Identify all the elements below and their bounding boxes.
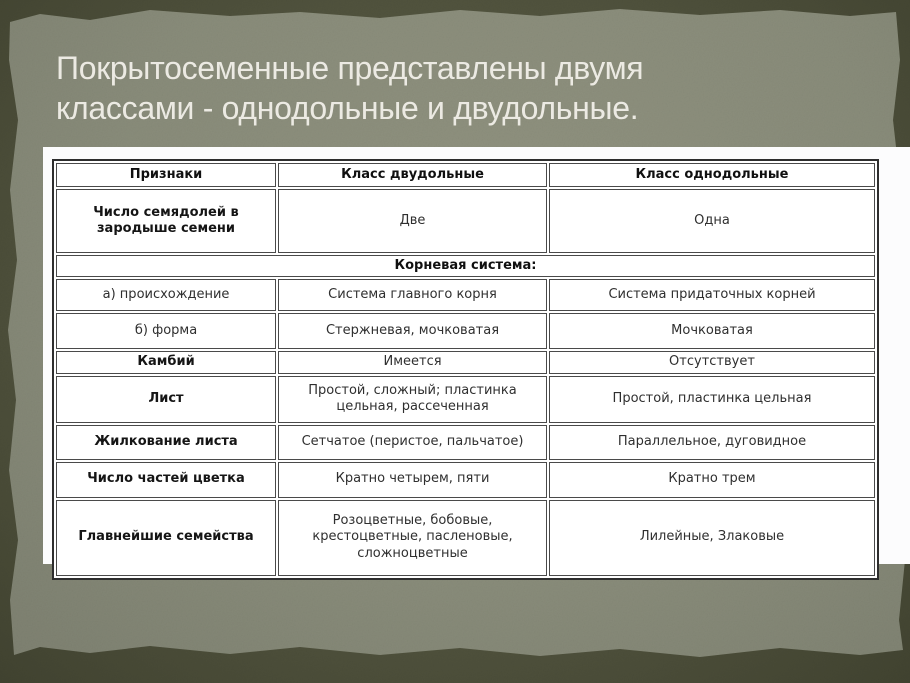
dicot-cell: Имеется [278,351,547,373]
monocot-cell: Одна [549,189,875,253]
monocot-cell: Мочковатая [549,313,875,349]
table-section-row [56,255,875,277]
table-row [56,376,875,423]
table-row [56,462,875,498]
table-panel [43,147,910,564]
dicot-cell: Стержневая, мочковатая [278,313,547,349]
column-header-monocots: Класс однодольные [549,163,875,187]
comparison-table [52,159,879,580]
table-header-row [56,163,875,187]
monocot-cell: Система придаточных корней [549,279,875,311]
feature-cell: Главнейшие семейства [56,500,276,576]
dicot-cell: Простой, сложный; пластинка цельная, рассеченная [278,376,547,423]
section-header-cell: Корневая система: [56,255,875,277]
table-row [56,189,875,253]
table-row [56,313,875,349]
table-row [56,500,875,576]
table-row [56,351,875,373]
column-header-features: Признаки [56,163,276,187]
monocot-cell: Отсутствует [549,351,875,373]
feature-cell: а) происхождение [56,279,276,311]
slide-title-line1: Покрытосеменные представлены двумя [56,50,644,86]
feature-cell: Лист [56,376,276,423]
feature-cell: б) форма [56,313,276,349]
feature-cell: Камбий [56,351,276,373]
column-header-dicots: Класс двудольные [278,163,547,187]
table-row [56,279,875,311]
dicot-cell: Кратно четырем, пяти [278,462,547,498]
monocot-cell: Кратно трем [549,462,875,498]
table-row [56,425,875,460]
dicot-cell: Сетчатое (перистое, пальчатое) [278,425,547,460]
feature-cell: Жилкование листа [56,425,276,460]
slide-title-line2: классами - однодольные и двудольные. [56,90,639,126]
monocot-cell: Параллельное, дуговидное [549,425,875,460]
dicot-cell: Система главного корня [278,279,547,311]
slide-title [56,48,643,128]
feature-cell: Число частей цветка [56,462,276,498]
feature-cell: Число семядолей в зародыше семени [56,189,276,253]
monocot-cell: Лилейные, Злаковые [549,500,875,576]
monocot-cell: Простой, пластинка цельная [549,376,875,423]
dicot-cell: Розоцветные, бобовые, крестоцветные, пасленовые, сложноцветные [278,500,547,576]
dicot-cell: Две [278,189,547,253]
